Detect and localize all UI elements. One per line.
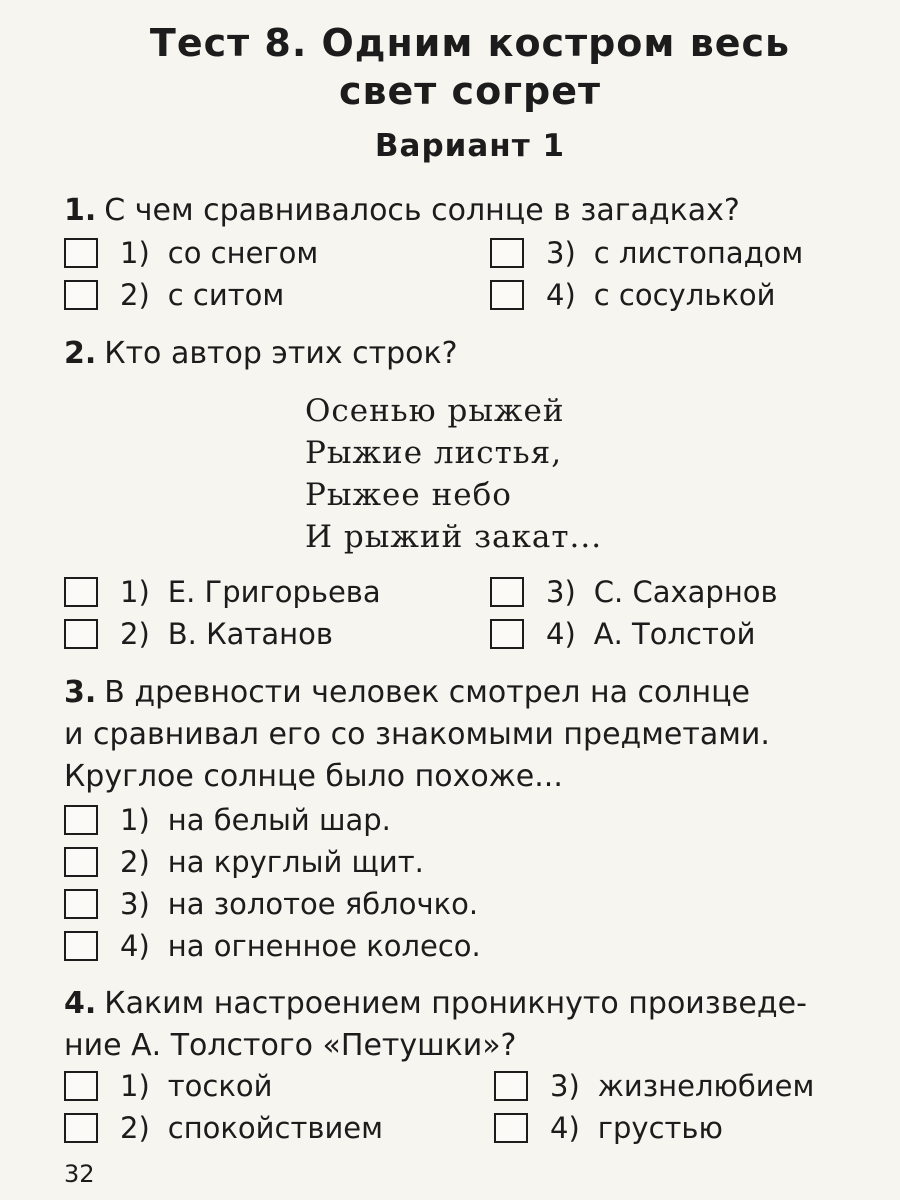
q1-option-3-number: 3) — [546, 236, 576, 270]
q3-option-4-number: 4) — [120, 929, 150, 963]
q1-option-4[interactable] — [490, 275, 775, 315]
q2-option-4-number: 4) — [546, 617, 576, 651]
q3-option-1[interactable] — [64, 800, 391, 840]
q2-option-1-checkbox[interactable] — [64, 577, 98, 607]
q4-option-1-checkbox[interactable] — [64, 1071, 98, 1101]
q3-option-3[interactable] — [64, 884, 478, 924]
q1-option-4-checkbox[interactable] — [490, 280, 524, 310]
page-number: 32 — [64, 1160, 95, 1188]
q4-option-3-text: жизнелюбием — [597, 1069, 815, 1103]
question-4-line-1: Каким настроением проникнуто произведе- — [104, 986, 807, 1021]
q3-option-2-text: на круглый щит. — [167, 845, 424, 879]
question-1-number: 1. — [64, 193, 97, 228]
question-3-line-1: В древности человек смотрел на солнце — [104, 675, 751, 710]
poem-excerpt — [305, 390, 602, 558]
q4-option-2-checkbox[interactable] — [64, 1113, 98, 1143]
q2-option-3-text: С. Сахарнов — [593, 575, 778, 609]
q3-option-1-text: на белый шар. — [167, 803, 391, 837]
q4-option-3-number: 3) — [550, 1069, 580, 1103]
q2-option-1-number: 1) — [120, 575, 150, 609]
q1-option-2[interactable] — [64, 275, 284, 315]
question-3-number: 3. — [64, 675, 97, 710]
q4-option-3[interactable] — [494, 1066, 814, 1106]
q3-option-2-number: 2) — [120, 845, 150, 879]
q3-option-4-text: на огненное колесо. — [167, 929, 481, 963]
q1-option-2-number: 2) — [120, 278, 150, 312]
q2-option-4-text: А. Толстой — [593, 617, 756, 651]
q3-option-4[interactable] — [64, 926, 481, 966]
question-1-text: С чем сравнивалось солнце в загадках? — [104, 193, 740, 228]
question-2-text: Кто автор этих строк? — [104, 336, 458, 371]
q1-option-2-text: с ситом — [167, 278, 285, 312]
q3-option-1-checkbox[interactable] — [64, 805, 98, 835]
q4-option-4-text: грустью — [597, 1111, 723, 1145]
q3-option-2[interactable] — [64, 842, 424, 882]
q2-option-2-checkbox[interactable] — [64, 619, 98, 649]
q3-option-4-checkbox[interactable] — [64, 931, 98, 961]
q2-option-3[interactable] — [490, 572, 778, 612]
q1-option-1[interactable] — [64, 233, 318, 273]
question-2 — [64, 333, 458, 375]
q1-option-3-text: с листопадом — [593, 236, 804, 270]
q2-option-2[interactable] — [64, 614, 333, 654]
q1-option-2-checkbox[interactable] — [64, 280, 98, 310]
poem-line-4: И рыжий закат... — [305, 519, 603, 555]
q2-option-1-text: Е. Григорьева — [167, 575, 381, 609]
q4-option-4-checkbox[interactable] — [494, 1113, 528, 1143]
question-4-line-2: ние А. Толстого «Петушки»? — [64, 1028, 517, 1063]
q1-option-4-number: 4) — [546, 278, 576, 312]
q4-option-4[interactable] — [494, 1108, 723, 1148]
question-4 — [64, 983, 807, 1067]
q4-option-3-checkbox[interactable] — [494, 1071, 528, 1101]
poem-line-3: Рыжее небо — [305, 477, 512, 513]
q3-option-3-number: 3) — [120, 887, 150, 921]
question-2-number: 2. — [64, 336, 97, 371]
question-1 — [64, 190, 740, 232]
question-4-number: 4. — [64, 986, 97, 1021]
poem-line-1: Осенью рыжей — [305, 393, 565, 429]
q4-option-2-number: 2) — [120, 1111, 150, 1145]
q2-option-2-number: 2) — [120, 617, 150, 651]
q4-option-2-text: спокойствием — [167, 1111, 384, 1145]
q3-option-3-text: на золотое яблочко. — [167, 887, 479, 921]
q1-option-4-text: с сосулькой — [593, 278, 776, 312]
q2-option-4-checkbox[interactable] — [490, 619, 524, 649]
q2-option-3-number: 3) — [546, 575, 576, 609]
question-3-line-3: Круглое солнце было похоже... — [64, 759, 563, 794]
q2-option-3-checkbox[interactable] — [490, 577, 524, 607]
q2-option-4[interactable] — [490, 614, 755, 654]
q4-option-1-text: тоской — [167, 1069, 273, 1103]
test-title-line-2: свет согрет — [338, 69, 602, 113]
q1-option-1-checkbox[interactable] — [64, 238, 98, 268]
q3-option-2-checkbox[interactable] — [64, 847, 98, 877]
q3-option-1-number: 1) — [120, 803, 150, 837]
question-3 — [64, 672, 770, 798]
q3-option-3-checkbox[interactable] — [64, 889, 98, 919]
q1-option-1-number: 1) — [120, 236, 150, 270]
test-title-line-1: Тест 8. Одним костром весь — [149, 21, 791, 65]
q1-option-3[interactable] — [490, 233, 803, 273]
poem-line-2: Рыжие листья, — [305, 435, 563, 471]
variant-heading: Вариант 1 — [374, 128, 566, 164]
q4-option-4-number: 4) — [550, 1111, 580, 1145]
question-3-line-2: и сравнивал его со знакомыми предметами. — [64, 717, 770, 752]
q4-option-2[interactable] — [64, 1108, 383, 1148]
q2-option-2-text: В. Катанов — [167, 617, 333, 651]
q1-option-1-text: со снегом — [167, 236, 319, 270]
q2-option-1[interactable] — [64, 572, 381, 612]
q1-option-3-checkbox[interactable] — [490, 238, 524, 268]
q4-option-1-number: 1) — [120, 1069, 150, 1103]
q4-option-1[interactable] — [64, 1066, 272, 1106]
